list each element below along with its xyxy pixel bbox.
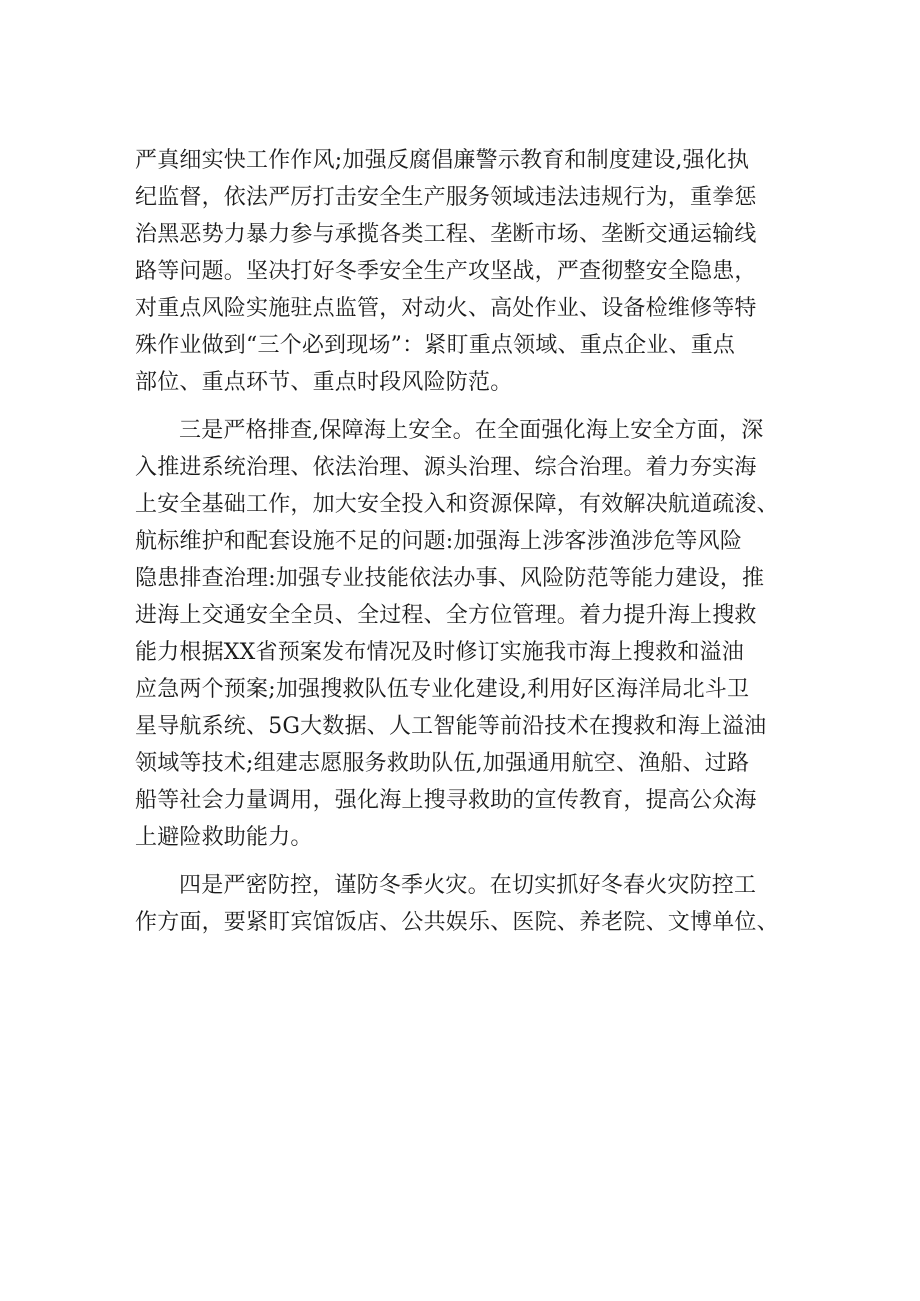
document-page [135, 142, 785, 941]
text-line: 治黑恶势力暴力参与承揽各类工程、垄断市场、垄断交通运输线 [135, 222, 757, 247]
text-line: 路等问题。坚决打好冬季安全生产攻坚战，严查彻整安全隐患， [135, 259, 757, 284]
paragraph-3 [135, 867, 785, 941]
paragraph-1 [135, 142, 785, 401]
paragraph-2 [135, 412, 785, 856]
text-line: 入推进系统治理、依法治理、源头治理、综合治理。着力夯实海 [135, 455, 757, 480]
text-line: 航标维护和配套设施不足的问题:加强海上涉客涉渔涉危等风险 [135, 529, 743, 554]
text-line: 对重点风险实施驻点监管，对动火、高处作业、设备检维修等特 [135, 296, 757, 321]
text-line: 殊作业做到“三个必到现场”：紧盯重点领域、重点企业、重点 [135, 333, 736, 358]
text-line: 应急两个预案;加强搜救队伍专业化建设,利用好区海洋局北斗卫 [135, 677, 750, 702]
text-line: 进海上交通安全全员、全过程、全方位管理。着力提升海上搜救 [135, 603, 757, 628]
text-line: 领域等技术;组建志愿服务救助队伍,加强通用航空、渔船、过路 [135, 751, 750, 776]
text-line: 隐患排查治理:加强专业技能依法办事、风险防范等能力建设，推 [135, 566, 765, 591]
text-line: 星导航系统、5G大数据、人工智能等前沿技术在搜救和海上溢油 [135, 714, 767, 739]
text-line-first: 四是严密防控，谨防冬季火灾。在切实抓好冬春火灾防控工 [179, 873, 757, 898]
text-line: 严真细实快工作作风;加强反腐倡廉警示教育和制度建设,强化执 [135, 148, 750, 173]
text-line: 纪监督，依法严厉打击安全生产服务领域违法违规行为，重拳惩 [135, 185, 757, 210]
text-line: 船等社会力量调用，强化海上搜寻救助的宣传教育，提高公众海 [135, 788, 757, 813]
text-line: 部位、重点环节、重点时段风险防范。 [135, 370, 513, 395]
text-line: 能力根据XX省预案发布情况及时修订实施我市海上搜救和溢油 [135, 640, 744, 665]
text-line: 上避险救助能力。 [135, 825, 313, 850]
text-line-first: 三是严格排查,保障海上安全。在全面强化海上安全方面，深 [179, 418, 764, 443]
text-line: 上安全基础工作，加大安全投入和资源保障，有效解决航道疏浚、 [135, 492, 779, 517]
text-line: 作方面，要紧盯宾馆饭店、公共娱乐、医院、养老院、文博单位、 [135, 910, 779, 935]
